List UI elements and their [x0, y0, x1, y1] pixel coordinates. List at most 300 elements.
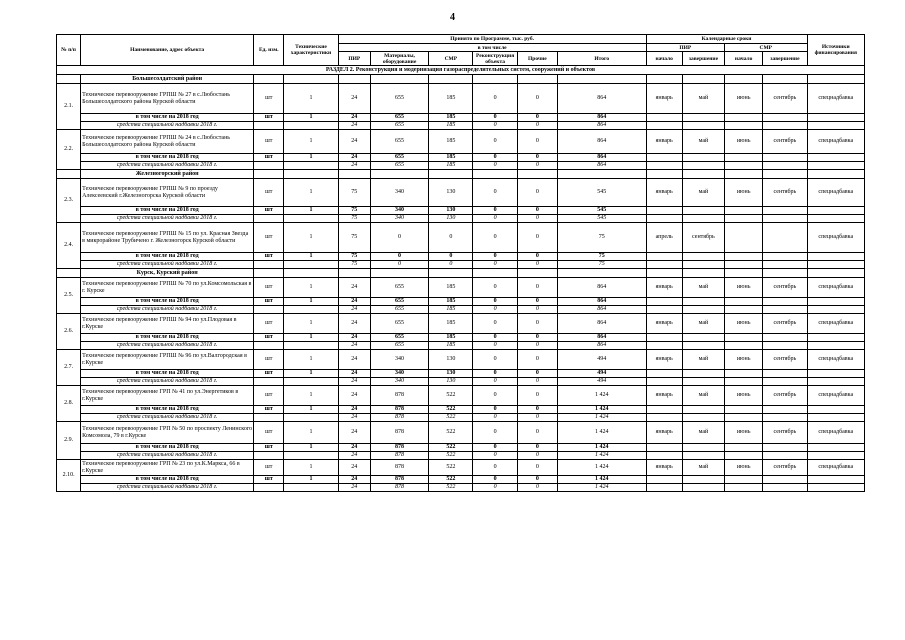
item-total: 864	[557, 278, 646, 298]
year-quantity: 1	[284, 406, 338, 414]
special-row	[57, 215, 865, 223]
col-deadlines-header: Календарные сроки	[646, 35, 807, 44]
special-materials: 655	[370, 342, 428, 350]
year-reconstruction: 0	[473, 444, 517, 452]
empty-cell	[646, 253, 682, 261]
year-smr: 130	[429, 370, 473, 378]
empty-cell	[807, 253, 864, 261]
empty-cell	[370, 170, 428, 179]
empty-cell	[682, 269, 724, 278]
item-total: 1 424	[557, 386, 646, 406]
year-reconstruction: 0	[473, 298, 517, 306]
empty-cell	[284, 452, 338, 460]
empty-cell	[682, 114, 724, 122]
item-other: 0	[517, 386, 557, 406]
empty-cell	[725, 378, 763, 386]
special-materials: 655	[370, 122, 428, 130]
empty-cell	[646, 215, 682, 223]
year-unit: шт	[254, 114, 284, 122]
item-quantity: 1	[284, 350, 338, 370]
item-name: Техническое перевооружение ГРПШ № 70 по ул.Комсомольская в г. Курске	[81, 278, 254, 298]
special-label: средства специальной надбавки 2018 г.	[81, 378, 254, 386]
item-source: спецнадбавка	[807, 460, 864, 476]
year-other: 0	[517, 370, 557, 378]
year-other: 0	[517, 154, 557, 162]
empty-cell	[646, 342, 682, 350]
item-name: Техническое перевооружение ГРПШ № 24 в с.Любостань Большесолдатского района Курской области	[81, 130, 254, 154]
col-smr-deadline-header: СМР	[725, 44, 808, 52]
special-reconstruction: 0	[473, 261, 517, 269]
special-total: 494	[557, 378, 646, 386]
year-smr: 130	[429, 207, 473, 215]
special-smr: 522	[429, 452, 473, 460]
empty-cell	[682, 378, 724, 386]
item-quantity: 1	[284, 460, 338, 476]
item-name: Техническое перевооружение ГРПШ № 94 по ул.Плодовая в г.Курске	[81, 314, 254, 334]
item-smr-end: сентябрь	[763, 460, 807, 476]
item-smr: 185	[429, 84, 473, 114]
item-materials: 0	[370, 223, 428, 253]
district-row	[57, 269, 865, 278]
item-other: 0	[517, 179, 557, 207]
special-smr: 185	[429, 342, 473, 350]
item-materials: 655	[370, 130, 428, 154]
col-pir-end-header: завершение	[682, 52, 724, 66]
special-total: 864	[557, 122, 646, 130]
empty-cell	[682, 414, 724, 422]
item-smr: 0	[429, 223, 473, 253]
year-pir: 24	[338, 114, 370, 122]
empty-cell	[284, 306, 338, 314]
empty-cell	[646, 269, 682, 278]
item-unit: шт	[254, 278, 284, 298]
special-reconstruction: 0	[473, 215, 517, 223]
year-smr: 0	[429, 253, 473, 261]
year-pir: 24	[338, 476, 370, 484]
empty-cell	[807, 261, 864, 269]
special-total: 864	[557, 162, 646, 170]
year-pir: 24	[338, 298, 370, 306]
empty-cell	[725, 215, 763, 223]
year-label: в том числе на 2018 год	[81, 370, 254, 378]
empty-cell	[517, 75, 557, 84]
year-label: в том числе на 2018 год	[81, 476, 254, 484]
item-total: 1 424	[557, 422, 646, 444]
special-other: 0	[517, 414, 557, 422]
special-materials: 340	[370, 378, 428, 386]
item-name: Техническое перевооружение ГРПШ № 15 по ул. Красная Звезда в микрорайоне Трубичено г. Железногорск Курской области	[81, 223, 254, 253]
district-row	[57, 75, 865, 84]
special-pir: 24	[338, 414, 370, 422]
empty-cell	[338, 170, 370, 179]
special-other: 0	[517, 378, 557, 386]
col-smr-end-header: завершение	[763, 52, 807, 66]
empty-cell	[725, 154, 763, 162]
col-other-header: Прочие	[517, 52, 557, 66]
item-source: спецнадбавка	[807, 422, 864, 444]
table-row	[57, 179, 865, 207]
table-header	[57, 35, 865, 66]
special-reconstruction: 0	[473, 452, 517, 460]
item-pir: 75	[338, 179, 370, 207]
empty-cell	[725, 306, 763, 314]
year-pir: 24	[338, 370, 370, 378]
item-pir: 24	[338, 84, 370, 114]
year-total: 494	[557, 370, 646, 378]
col-total-header: Итого	[557, 52, 646, 66]
district-name: Железногорский район	[81, 170, 254, 179]
empty-cell	[682, 162, 724, 170]
year-pir: 75	[338, 207, 370, 215]
year-row	[57, 476, 865, 484]
year-unit: шт	[254, 298, 284, 306]
empty-cell	[807, 414, 864, 422]
col-pir-deadline-header: ПИР	[646, 44, 724, 52]
empty-cell	[682, 170, 724, 179]
empty-cell	[284, 261, 338, 269]
item-number: 2.6.	[57, 314, 81, 350]
item-pir-end: май	[682, 84, 724, 114]
empty-cell	[370, 269, 428, 278]
empty-cell	[807, 378, 864, 386]
item-name: Техническое перевооружение ГРПШ № 96 по ул.Валгородская в г.Курске	[81, 350, 254, 370]
empty-cell	[807, 170, 864, 179]
col-smr-start-header: начало	[725, 52, 763, 66]
empty-cell	[557, 269, 646, 278]
empty-cell	[725, 298, 763, 306]
special-reconstruction: 0	[473, 414, 517, 422]
program-table	[56, 34, 865, 492]
item-pir-end: май	[682, 179, 724, 207]
item-smr-start	[725, 223, 763, 253]
year-total: 1 424	[557, 406, 646, 414]
item-reconstruction: 0	[473, 223, 517, 253]
special-other: 0	[517, 162, 557, 170]
empty-cell	[763, 444, 807, 452]
item-smr: 522	[429, 386, 473, 406]
empty-cell	[646, 114, 682, 122]
year-label: в том числе на 2018 год	[81, 298, 254, 306]
empty-cell	[284, 342, 338, 350]
empty-cell	[725, 207, 763, 215]
empty-cell	[646, 484, 682, 492]
item-smr-start: июнь	[725, 386, 763, 406]
item-name: Техническое перевооружение ГРПШ № 9 по проезду Алексеевский г.Железногорска Курской области	[81, 179, 254, 207]
empty-cell	[807, 207, 864, 215]
empty-cell	[763, 476, 807, 484]
year-materials: 655	[370, 334, 428, 342]
empty-cell	[646, 334, 682, 342]
item-quantity: 1	[284, 278, 338, 298]
item-unit: шт	[254, 179, 284, 207]
special-smr: 522	[429, 484, 473, 492]
special-reconstruction: 0	[473, 342, 517, 350]
special-other: 0	[517, 215, 557, 223]
special-other: 0	[517, 484, 557, 492]
year-row	[57, 253, 865, 261]
special-total: 1 424	[557, 484, 646, 492]
empty-cell	[646, 261, 682, 269]
empty-cell	[807, 476, 864, 484]
empty-cell	[807, 342, 864, 350]
item-other: 0	[517, 84, 557, 114]
special-materials: 655	[370, 162, 428, 170]
item-smr-end: сентябрь	[763, 422, 807, 444]
empty-cell	[763, 154, 807, 162]
item-smr-start: июнь	[725, 314, 763, 334]
empty-cell	[473, 269, 517, 278]
item-smr-start: июнь	[725, 350, 763, 370]
item-source: спецнадбавка	[807, 84, 864, 114]
table-row	[57, 386, 865, 406]
table-row	[57, 460, 865, 476]
item-number: 2.8.	[57, 386, 81, 422]
special-label: средства специальной надбавки 2018 г.	[81, 215, 254, 223]
year-label: в том числе на 2018 год	[81, 334, 254, 342]
year-other: 0	[517, 334, 557, 342]
table-row	[57, 84, 865, 114]
empty-cell	[763, 122, 807, 130]
col-pir-header: ПИР	[338, 52, 370, 66]
empty-cell	[725, 162, 763, 170]
empty-cell	[429, 269, 473, 278]
year-materials: 655	[370, 298, 428, 306]
item-smr: 185	[429, 278, 473, 298]
year-smr: 185	[429, 298, 473, 306]
year-unit: шт	[254, 444, 284, 452]
item-smr-start: июнь	[725, 278, 763, 298]
empty-cell	[284, 269, 338, 278]
item-unit: шт	[254, 460, 284, 476]
item-quantity: 1	[284, 179, 338, 207]
empty-cell	[763, 342, 807, 350]
special-total: 864	[557, 306, 646, 314]
item-number: 2.2.	[57, 130, 81, 170]
item-other: 0	[517, 350, 557, 370]
special-row	[57, 452, 865, 460]
empty-cell	[254, 215, 284, 223]
item-materials: 878	[370, 460, 428, 476]
special-total: 1 424	[557, 452, 646, 460]
item-reconstruction: 0	[473, 278, 517, 298]
col-pir-start-header: начало	[646, 52, 682, 66]
empty-cell	[646, 414, 682, 422]
item-total: 1 424	[557, 460, 646, 476]
special-materials: 340	[370, 215, 428, 223]
item-pir-start: январь	[646, 350, 682, 370]
year-quantity: 1	[284, 253, 338, 261]
item-materials: 878	[370, 422, 428, 444]
item-name: Техническое перевооружение ГРП № 41 по ул.Энергетиков в г.Курске	[81, 386, 254, 406]
empty-cell	[682, 406, 724, 414]
empty-cell	[646, 306, 682, 314]
year-unit: шт	[254, 253, 284, 261]
year-reconstruction: 0	[473, 207, 517, 215]
empty-cell	[682, 253, 724, 261]
year-reconstruction: 0	[473, 114, 517, 122]
year-total: 1 424	[557, 476, 646, 484]
item-unit: шт	[254, 422, 284, 444]
year-total: 75	[557, 253, 646, 261]
empty-cell	[429, 75, 473, 84]
special-row	[57, 414, 865, 422]
empty-cell	[682, 370, 724, 378]
empty-cell	[646, 298, 682, 306]
empty-cell	[763, 334, 807, 342]
item-number: 2.1.	[57, 84, 81, 130]
item-pir-start: январь	[646, 314, 682, 334]
item-pir: 24	[338, 314, 370, 334]
item-smr-start: июнь	[725, 130, 763, 154]
empty-cell	[338, 75, 370, 84]
table-row	[57, 422, 865, 444]
year-smr: 522	[429, 476, 473, 484]
special-smr: 130	[429, 215, 473, 223]
empty-cell	[557, 75, 646, 84]
col-name-header: Наименование, адрес объекта	[81, 35, 254, 66]
year-materials: 340	[370, 207, 428, 215]
item-total: 864	[557, 130, 646, 154]
empty-cell	[763, 298, 807, 306]
item-smr-end: сентябрь	[763, 179, 807, 207]
year-other: 0	[517, 476, 557, 484]
empty-cell	[725, 170, 763, 179]
program-table-container	[56, 34, 865, 492]
item-smr: 522	[429, 422, 473, 444]
empty-cell	[725, 269, 763, 278]
year-row	[57, 154, 865, 162]
empty-cell	[725, 122, 763, 130]
empty-cell	[646, 170, 682, 179]
special-row	[57, 162, 865, 170]
year-other: 0	[517, 406, 557, 414]
item-smr-end: сентябрь	[763, 130, 807, 154]
special-other: 0	[517, 306, 557, 314]
empty-cell	[646, 207, 682, 215]
item-reconstruction: 0	[473, 314, 517, 334]
year-unit: шт	[254, 406, 284, 414]
year-label: в том числе на 2018 год	[81, 207, 254, 215]
year-label: в том числе на 2018 год	[81, 444, 254, 452]
item-other: 0	[517, 422, 557, 444]
item-name: Техническое перевооружение ГРПШ № 27 в с.Любостань Большесолдатского района Курской области	[81, 84, 254, 114]
empty-cell	[807, 298, 864, 306]
year-reconstruction: 0	[473, 476, 517, 484]
item-reconstruction: 0	[473, 84, 517, 114]
item-quantity: 1	[284, 223, 338, 253]
empty-cell	[725, 342, 763, 350]
item-pir-start: январь	[646, 386, 682, 406]
special-pir: 75	[338, 261, 370, 269]
year-pir: 24	[338, 406, 370, 414]
empty-cell	[338, 269, 370, 278]
empty-cell	[682, 122, 724, 130]
item-smr-end: сентябрь	[763, 84, 807, 114]
item-other: 0	[517, 130, 557, 154]
empty-cell	[807, 269, 864, 278]
special-reconstruction: 0	[473, 306, 517, 314]
empty-cell	[370, 75, 428, 84]
empty-cell	[807, 306, 864, 314]
empty-cell	[284, 414, 338, 422]
year-total: 864	[557, 334, 646, 342]
special-materials: 0	[370, 261, 428, 269]
empty-cell	[517, 170, 557, 179]
year-quantity: 1	[284, 370, 338, 378]
item-materials: 655	[370, 84, 428, 114]
empty-cell	[284, 162, 338, 170]
item-unit: шт	[254, 223, 284, 253]
empty-cell	[807, 484, 864, 492]
item-unit: шт	[254, 314, 284, 334]
special-smr: 185	[429, 306, 473, 314]
table-row	[57, 130, 865, 154]
year-reconstruction: 0	[473, 154, 517, 162]
special-label: средства специальной надбавки 2018 г.	[81, 122, 254, 130]
empty-cell	[254, 261, 284, 269]
empty-cell	[254, 122, 284, 130]
item-pir-start: январь	[646, 179, 682, 207]
special-other: 0	[517, 261, 557, 269]
item-source: спецнадбавка	[807, 386, 864, 406]
empty-cell	[725, 444, 763, 452]
year-smr: 185	[429, 154, 473, 162]
empty-cell	[763, 414, 807, 422]
year-row	[57, 370, 865, 378]
empty-cell	[284, 75, 338, 84]
empty-cell	[725, 261, 763, 269]
item-pir-start: январь	[646, 84, 682, 114]
item-pir: 75	[338, 223, 370, 253]
special-row	[57, 122, 865, 130]
empty-cell	[682, 298, 724, 306]
item-pir-end: май	[682, 130, 724, 154]
special-total: 75	[557, 261, 646, 269]
special-label: средства специальной надбавки 2018 г.	[81, 452, 254, 460]
empty-cell	[763, 370, 807, 378]
year-label: в том числе на 2018 год	[81, 406, 254, 414]
district-name: Курск, Курский район	[81, 269, 254, 278]
special-pir: 24	[338, 452, 370, 460]
special-smr: 185	[429, 162, 473, 170]
item-number: 2.5.	[57, 278, 81, 314]
empty-cell	[254, 162, 284, 170]
special-total: 1 424	[557, 414, 646, 422]
empty-cell	[646, 476, 682, 484]
empty-cell	[682, 215, 724, 223]
table-row	[57, 278, 865, 298]
empty-cell	[646, 154, 682, 162]
empty-cell	[682, 75, 724, 84]
section-row	[57, 66, 865, 75]
special-label: средства специальной надбавки 2018 г.	[81, 162, 254, 170]
item-pir-end: сентябрь	[682, 223, 724, 253]
empty-cell	[763, 253, 807, 261]
item-quantity: 1	[284, 130, 338, 154]
item-unit: шт	[254, 350, 284, 370]
special-row	[57, 261, 865, 269]
empty-cell	[646, 406, 682, 414]
year-materials: 878	[370, 444, 428, 452]
year-other: 0	[517, 298, 557, 306]
year-smr: 522	[429, 444, 473, 452]
item-pir-start: январь	[646, 130, 682, 154]
year-materials: 655	[370, 154, 428, 162]
empty-cell	[763, 406, 807, 414]
empty-cell	[473, 170, 517, 179]
empty-cell	[763, 75, 807, 84]
empty-cell	[725, 406, 763, 414]
